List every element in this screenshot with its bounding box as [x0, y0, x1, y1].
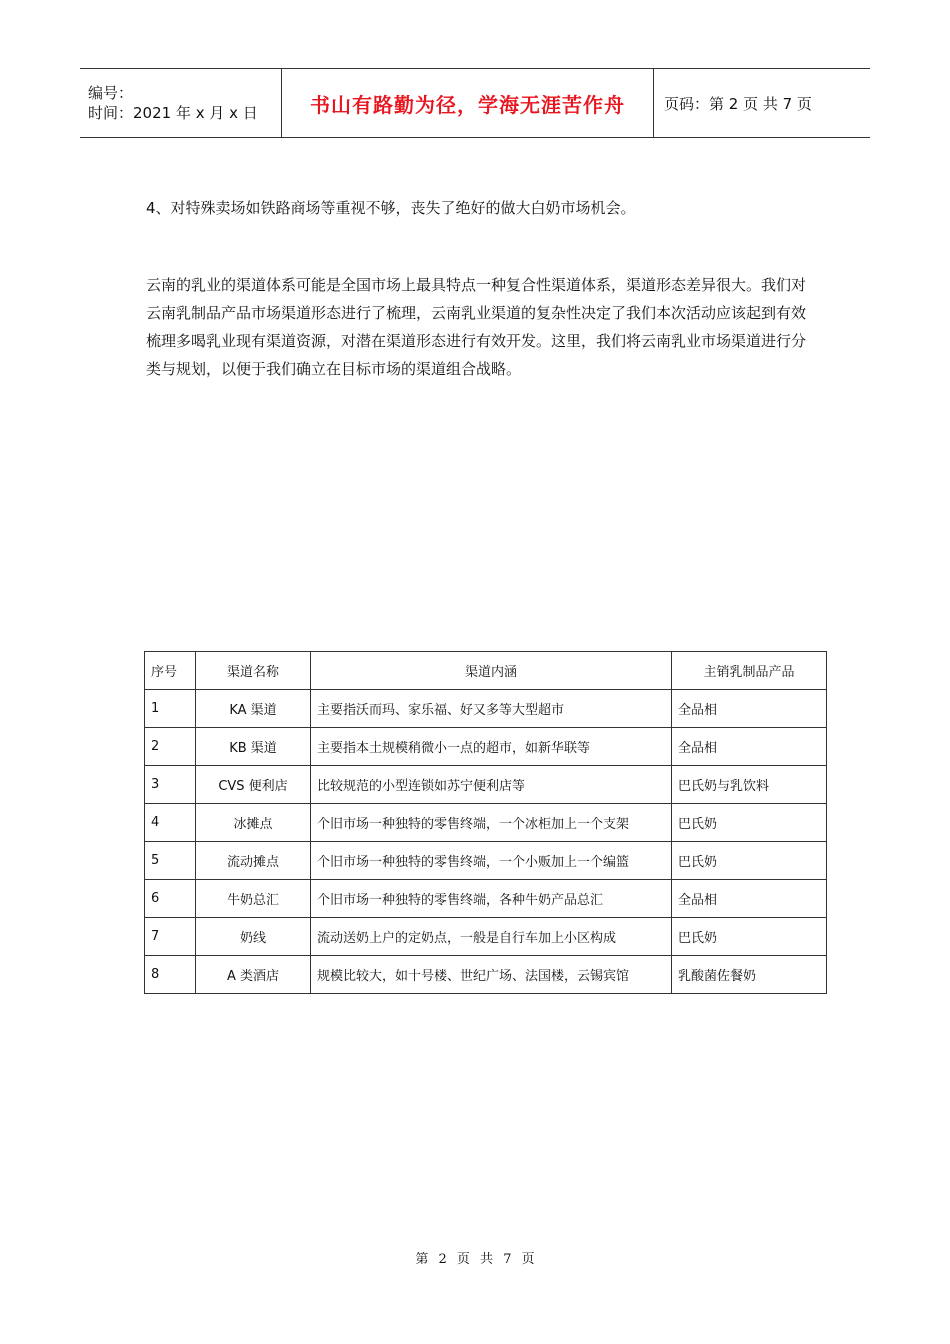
header-motto-cell [282, 69, 654, 137]
document-header [80, 68, 870, 138]
header-channel-name: 渠道名称 [196, 652, 311, 690]
point-4-text: 4、对特殊卖场如铁路商场等重视不够，丧失了绝好的做大白奶市场机会。 [146, 199, 636, 217]
row-index: 2 [145, 728, 196, 766]
table-row [145, 956, 827, 994]
row-channel-content: 比较规范的小型连锁如苏宁便利店等 [311, 766, 672, 804]
header-meta [80, 69, 282, 137]
row-channel-name: KB 渠道 [196, 728, 311, 766]
channel-paragraph: 云南的乳业的渠道体系可能是全国市场上最具特点一种复合性渠道体系，渠道形态差异很大。我们对云南乳制品产品市场渠道形态进行了梳理，云南乳业渠道的复杂性决定了我们本次活动应该起到有效梳理多喝乳业现有渠道资源，对潜在渠道形态进行有效开发。这里，我们将云南乳业市场渠道进行分类与规划，以便于我们确立在目标市场的渠道组合战略。 [146, 276, 807, 378]
header-channel-content: 渠道内涵 [311, 652, 672, 690]
row-main-products: 全品相 [672, 690, 827, 728]
row-main-products: 全品相 [672, 880, 827, 918]
row-channel-content: 主要指沃而玛、家乐福、好又多等大型超市 [311, 690, 672, 728]
row-index: 4 [145, 804, 196, 842]
row-index: 3 [145, 766, 196, 804]
row-channel-name: 冰摊点 [196, 804, 311, 842]
row-main-products: 巴氏奶 [672, 842, 827, 880]
header-motto: 书山有路勤为径，学海无涯苦作舟 [310, 92, 625, 117]
row-index: 5 [145, 842, 196, 880]
page-footer: 第 2 页 共 7 页 [415, 1252, 535, 1267]
row-channel-name: 流动摊点 [196, 842, 311, 880]
row-channel-content: 个旧市场一种独特的零售终端，一个小贩加上一个编篮 [311, 842, 672, 880]
row-main-products: 乳酸菌佐餐奶 [672, 956, 827, 994]
table-row [145, 842, 827, 880]
row-index: 7 [145, 918, 196, 956]
table-row [145, 690, 827, 728]
table-row [145, 880, 827, 918]
row-channel-name: 奶线 [196, 918, 311, 956]
row-main-products: 全品相 [672, 728, 827, 766]
row-channel-content: 个旧市场一种独特的零售终端，一个冰柜加上一个支架 [311, 804, 672, 842]
row-main-products: 巴氏奶 [672, 804, 827, 842]
row-channel-name: 牛奶总汇 [196, 880, 311, 918]
row-index: 6 [145, 880, 196, 918]
header-index: 序号 [145, 652, 196, 690]
row-channel-name: KA 渠道 [196, 690, 311, 728]
table-header-row [145, 652, 827, 690]
row-channel-name: CVS 便利店 [196, 766, 311, 804]
header-page-info: 页码：第 2 页 共 7 页 [664, 94, 812, 113]
table-row [145, 804, 827, 842]
row-main-products: 巴氏奶 [672, 918, 827, 956]
row-channel-content: 个旧市场一种独特的零售终端，各种牛奶产品总汇 [311, 880, 672, 918]
row-main-products: 巴氏奶与乳饮料 [672, 766, 827, 804]
row-index: 8 [145, 956, 196, 994]
number-label: 编号： [88, 84, 134, 102]
row-channel-content: 主要指本土规模稍微小一点的超市，如新华联等 [311, 728, 672, 766]
row-channel-content: 流动送奶上户的定奶点，一般是自行车加上小区构成 [311, 918, 672, 956]
channel-table [144, 651, 827, 994]
row-channel-name: A 类酒店 [196, 956, 311, 994]
table-row [145, 918, 827, 956]
header-main-products: 主销乳制品产品 [672, 652, 827, 690]
time-label: 时间：2021 年 x 月 x 日 [88, 104, 258, 122]
row-channel-content: 规模比较大，如十号楼、世纪广场、法国楼，云锡宾馆 [311, 956, 672, 994]
table-row [145, 728, 827, 766]
row-index: 1 [145, 690, 196, 728]
table-row [145, 766, 827, 804]
